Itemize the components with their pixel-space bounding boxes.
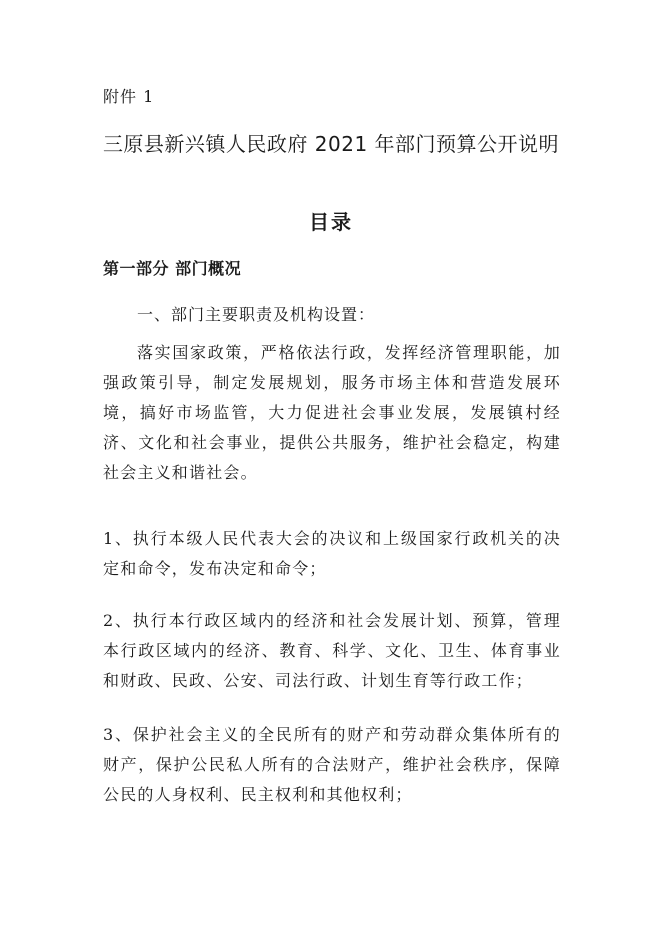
- duty-item-3: 3、保护社会主义的全民所有的财产和劳动群众集体所有的财产，保护公民私人所有的合法财产，维护社会秩序，保障公民的人身权利、民主权利和其他权利；: [103, 725, 561, 804]
- document-title: 三原县新兴镇人民政府 2021 年部门预算公开说明: [102, 132, 560, 156]
- duty-item-1: 1、执行本级人民代表大会的决议和上级国家行政机关的决定和命令，发布决定和命令；: [103, 529, 561, 578]
- attachment-label: 附件 1: [103, 87, 155, 106]
- toc-heading: 目录: [309, 210, 353, 234]
- section-one-heading: 一、部门主要职责及机构设置：: [137, 305, 376, 324]
- part-one-heading: 第一部分 部门概况: [103, 259, 242, 278]
- duty-item-2: 2、执行本行政区域内的经济和社会发展计划、预算，管理本行政区域内的经济、教育、科学、文化、卫生、体育事业和财政、民政、公安、司法行政、计划生育等行政工作；: [103, 611, 561, 690]
- section-intro-paragraph: 落实国家政策，严格依法行政，发挥经济管理职能，加强政策引导，制定发展规划，服务市场主体和营造发展环境，搞好市场监管，大力促进社会事业发展，发展镇村经济、文化和社会事业，提供公共服务，维护社会稳定，构建社会主义和谐社会。: [103, 343, 561, 482]
